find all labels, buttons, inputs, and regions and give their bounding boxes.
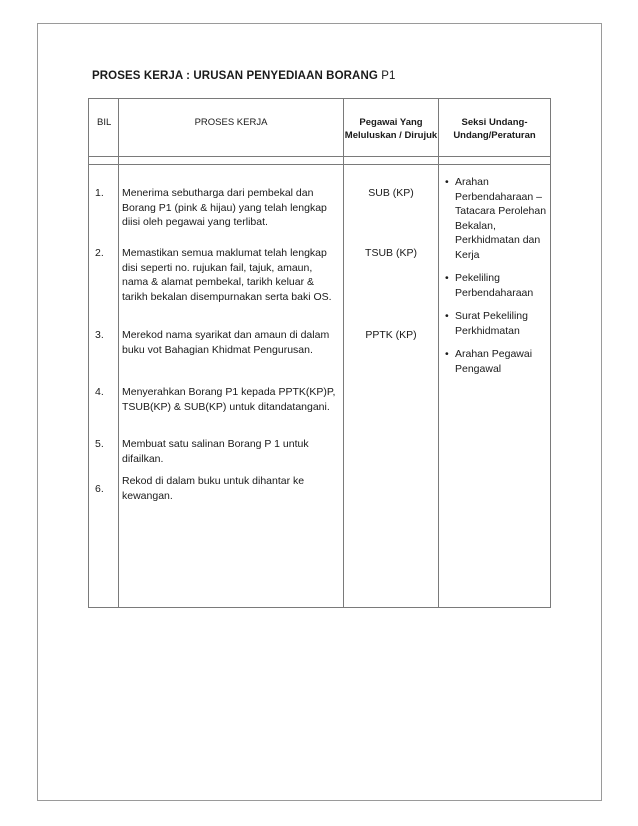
header-seksi: Seksi Undang-Undang/Peraturan <box>439 99 551 157</box>
list-item <box>445 309 555 338</box>
header-pegawai: Pegawai Yang Meluluskan / Dirujuk <box>344 99 439 157</box>
process-step: Rekod di dalam buku untuk dihantar ke kewangan. <box>122 475 305 502</box>
regulation-text: Surat Pekeliling Perkhidmatan <box>455 310 528 337</box>
bullet-icon: • <box>445 176 449 188</box>
process-cell <box>119 165 344 608</box>
regulation-text: Arahan Perbendaharaan – Tatacara Perolehan Bekalan, Perkhidmatan dan Kerja <box>455 176 547 261</box>
title-suffix: P1 <box>381 70 396 82</box>
list-item <box>445 271 555 300</box>
title-main: PROSES KERJA : URUSAN PENYEDIAAN BORANG <box>92 70 378 82</box>
step-number: 6. <box>95 483 104 495</box>
table-row <box>89 165 551 608</box>
regulation-list <box>445 175 555 385</box>
officer: SUB (KP) <box>368 187 414 199</box>
process-step: Menyerahkan Borang P1 kepada PPTK(KP)P, TSUB(KP) & SUB(KP) untuk ditandatangani. <box>122 386 336 413</box>
header-bil: BIL <box>89 99 119 157</box>
process-step: Membuat satu salinan Borang P 1 untuk difailkan. <box>122 438 309 465</box>
bullet-icon: • <box>445 310 449 322</box>
process-table <box>88 98 551 608</box>
spacer-row <box>89 157 551 165</box>
regulation-text: Arahan Pegawai Pengawal <box>455 348 533 375</box>
process-step: Memastikan semua maklumat telah lengkap disi seperti no. rujukan fail, tajuk, amaun, nama & alamat pembekal, tarikh keluar & tarikh bekalan disempurnakan serta baki OS. <box>122 247 332 303</box>
regulation-text: Pekeliling Perbendaharaan <box>455 272 534 299</box>
step-number: 2. <box>95 247 104 259</box>
officer: PPTK (KP) <box>365 329 417 341</box>
list-item <box>445 347 555 376</box>
regulation-cell <box>439 165 551 608</box>
step-number: 4. <box>95 386 104 398</box>
process-step: Menerima sebutharga dari pembekal dan Borang P1 (pink & hijau) yang telah lengkap diisi oleh pegawai yang terlibat. <box>122 187 327 228</box>
bil-cell <box>89 165 119 608</box>
step-number: 5. <box>95 438 104 450</box>
bullet-icon: • <box>445 272 449 284</box>
header-proses-kerja: PROSES KERJA <box>119 99 344 157</box>
officer: TSUB (KP) <box>365 247 417 259</box>
document-title <box>92 70 395 82</box>
process-step: Merekod nama syarikat dan amaun di dalam buku vot Bahagian Khidmat Pengurusan. <box>122 329 330 356</box>
step-number: 1. <box>95 187 104 199</box>
bullet-icon: • <box>445 348 449 360</box>
officer-cell <box>344 165 439 608</box>
step-number: 3. <box>95 329 104 341</box>
list-item <box>445 175 555 262</box>
table-header-row <box>89 99 551 157</box>
